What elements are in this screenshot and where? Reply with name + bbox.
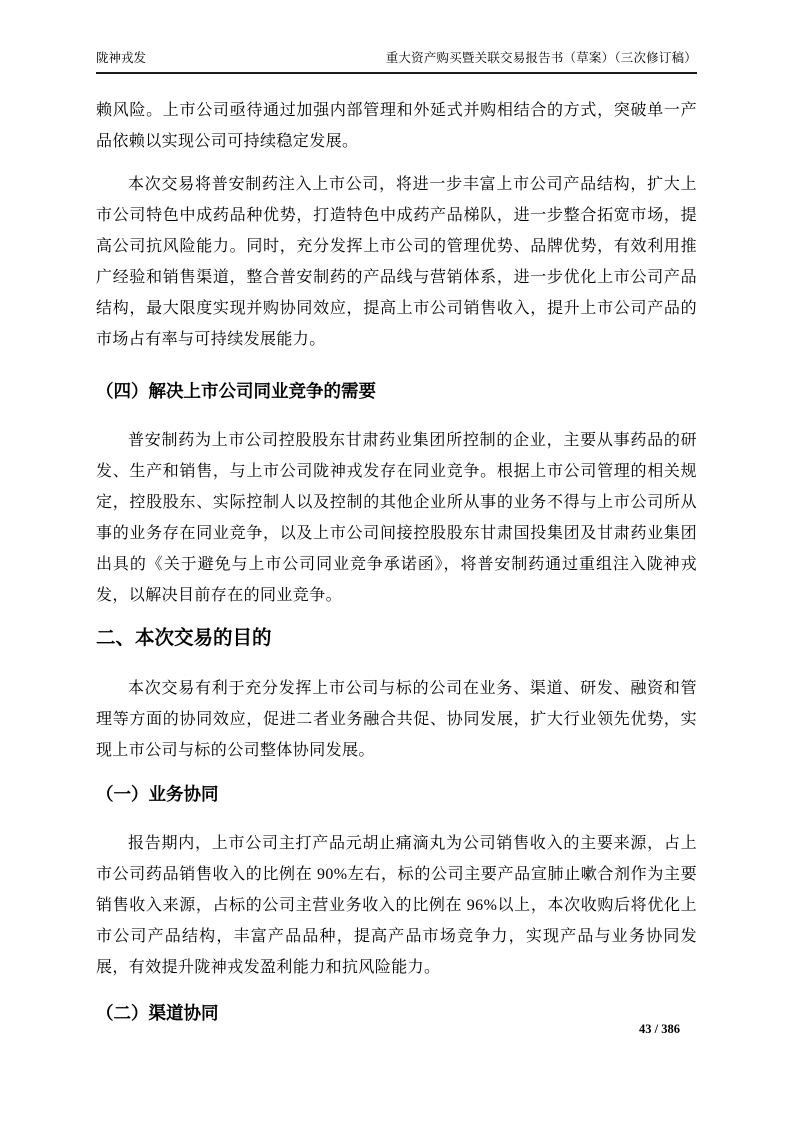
heading-section-4-competition: （四）解决上市公司同业竞争的需要 [96, 381, 376, 401]
paragraph-transaction-injection: 本次交易将普安制药注入上市公司，将进一步丰富上市公司产品结构，扩大上市公司特色中成药品种优势，打造特色中成药产品梯队，进一步整合拓宽市场，提高公司抗风险能力。同时，充分发挥上市公司的管理优势、品牌优势，有效利用推广经验和销售渠道，整合普安制药的产品线与营销体系，进一步优化上市公司产品结构，最大限度实现并购协同效应，提高上市公司销售收入，提升上市公司产品的市场占有率与可持续发展能力。 [96, 176, 697, 348]
paragraph-transaction-purpose: 本次交易有利于充分发挥上市公司与标的公司在业务、渠道、研发、融资和管理等方面的协同效应，促进二者业务融合共促、协同发展，扩大行业领先优势，实现上市公司与标的公司整体协同发展。 [96, 680, 697, 759]
heading-section-2-purpose: 二、本次交易的目的 [96, 627, 272, 649]
paragraph-business-synergy: 报告期内，上市公司主打产品元胡止痛滴丸为公司销售收入的主要来源，占上市公司药品销售收入的比例在 90%左右，标的公司主要产品宣肺止嗽合剂作为主要销售收入来源，占标的公司主营业务收入的比例在 96%以上，本次收购后将优化上市公司产品结构，丰富产品品种，提高产品市场竞争力，实现产品与业务协同发展，有效提升陇神戎发盈利能力和抗风险能力。 [96, 835, 697, 976]
paragraph-risk-continuation: 赖风险。上市公司亟待通过加强内部管理和外延式并购相结合的方式，突破单一产品依赖以实现公司可持续稳定发展。 [96, 102, 697, 150]
header-company-name: 陇神戎发 [96, 51, 147, 65]
heading-subsection-1-business-synergy: （一）业务协同 [96, 784, 219, 804]
paragraph-competition-resolution: 普安制药为上市公司控股股东甘肃药业集团所控制的企业，主要从事药品的研发、生产和销售，与上市公司陇神戎发存在同业竞争。根据上市公司管理的相关规定，控股股东、实际控制人以及控制的其他企业所从事的业务不得与上市公司所从事的业务存在同业竞争，以及上市公司间接控股股东甘肃国投集团及甘肃药业集团出具的《关于避免与上市公司同业竞争承诺函》，将普安制药通过重组注入陇神戎发，以解决目前存在的同业竞争。 [96, 432, 697, 604]
heading-subsection-2-channel-synergy: （二）渠道协同 [96, 1003, 219, 1023]
page-header [96, 0, 697, 74]
header-report-title: 重大资产购买暨关联交易报告书（草案）（三次修订稿） [385, 51, 697, 65]
page-number: 43 / 386 [639, 1022, 680, 1036]
